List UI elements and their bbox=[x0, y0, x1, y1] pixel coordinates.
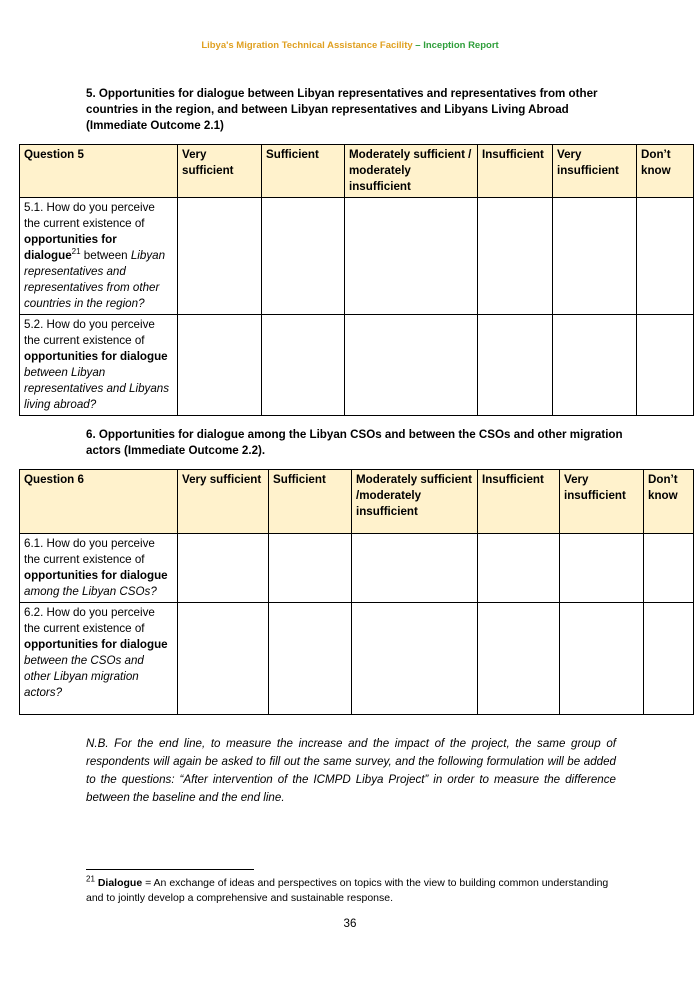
table-header-row bbox=[20, 470, 694, 534]
answer-cell[interactable] bbox=[553, 315, 637, 416]
section-6-heading: 6. Opportunities for dialogue among the Libyan CSOs and between the CSOs and other migration actors (Immediate Outcome 2.2). bbox=[86, 428, 623, 457]
question-5-2-cell: 5.2. How do you perceive the current existence of opportunities for dialogue between Libyan representatives and Libyans living abroad? bbox=[20, 315, 178, 416]
answer-cell[interactable] bbox=[178, 603, 269, 715]
question-5-table bbox=[19, 144, 694, 416]
table-row bbox=[20, 603, 694, 715]
answer-cell[interactable] bbox=[644, 534, 694, 603]
answer-cell[interactable] bbox=[352, 534, 478, 603]
page-header bbox=[0, 40, 700, 51]
column-header-dont-know: Don’t know bbox=[644, 470, 694, 534]
answer-cell[interactable] bbox=[560, 534, 644, 603]
column-header-very-insufficient: Very insufficient bbox=[560, 470, 644, 534]
column-header-moderately: Moderately sufficient / moderately insufficient bbox=[345, 145, 478, 198]
table-row bbox=[20, 534, 694, 603]
answer-cell[interactable] bbox=[478, 603, 560, 715]
answer-cell[interactable] bbox=[178, 198, 262, 315]
answer-cell[interactable] bbox=[637, 315, 694, 416]
footnote-term: Dialogue bbox=[97, 877, 143, 889]
answer-cell[interactable] bbox=[637, 198, 694, 315]
column-header-very-sufficient: Very sufficient bbox=[178, 145, 262, 198]
column-header-question: Question 6 bbox=[20, 470, 178, 534]
answer-cell[interactable] bbox=[478, 198, 553, 315]
table-row bbox=[20, 315, 694, 416]
header-title: Libya's Migration Technical Assistance Facility bbox=[201, 40, 413, 51]
answer-cell[interactable] bbox=[178, 315, 262, 416]
answer-cell[interactable] bbox=[478, 315, 553, 416]
footnote-separator bbox=[86, 869, 254, 870]
column-header-very-insufficient: Very insufficient bbox=[553, 145, 637, 198]
question-6-2-cell: 6.2. How do you perceive the current existence of opportunities for dialogue between the CSOs and other Libyan migration actors? bbox=[20, 603, 178, 715]
answer-cell[interactable] bbox=[644, 603, 694, 715]
answer-cell[interactable] bbox=[553, 198, 637, 315]
footnote-text: = An exchange of ideas and perspectives on topics with the view to building common understanding and to jointly develop a comprehensive and sustainable response. bbox=[86, 877, 609, 904]
answer-cell[interactable] bbox=[178, 534, 269, 603]
answer-cell[interactable] bbox=[262, 315, 345, 416]
header-subtitle: Inception Report bbox=[423, 40, 499, 51]
question-6-1-cell: 6.1. How do you perceive the current existence of opportunities for dialogue among the Libyan CSOs? bbox=[20, 534, 178, 603]
column-header-moderately: Moderately sufficient /moderately insufficient bbox=[352, 470, 478, 534]
answer-cell[interactable] bbox=[269, 603, 352, 715]
footnote bbox=[86, 876, 626, 906]
answer-cell[interactable] bbox=[478, 534, 560, 603]
column-header-sufficient: Sufficient bbox=[262, 145, 345, 198]
answer-cell[interactable] bbox=[345, 198, 478, 315]
column-header-very-sufficient: Very sufficient bbox=[178, 470, 269, 534]
header-separator: – bbox=[412, 40, 424, 51]
footnote-number: 21 bbox=[86, 874, 95, 884]
column-header-insufficient: Insufficient bbox=[478, 145, 553, 198]
answer-cell[interactable] bbox=[352, 603, 478, 715]
column-header-dont-know: Don’t know bbox=[637, 145, 694, 198]
column-header-question: Question 5 bbox=[20, 145, 178, 198]
section-5-heading: 5. Opportunities for dialogue between Libyan representatives and representatives from other countries in the region, and between Libyan representatives and Libyans Living Abroad (Immediate Outcome 2.1) bbox=[86, 87, 598, 132]
answer-cell[interactable] bbox=[269, 534, 352, 603]
table-row bbox=[20, 198, 694, 315]
answer-cell[interactable] bbox=[262, 198, 345, 315]
question-5-1-cell: 5.1. How do you perceive the current existence of opportunities for dialogue$^{21}$ between Libyan representatives and representatives from other countries in the region? bbox=[20, 198, 178, 315]
answer-cell[interactable] bbox=[560, 603, 644, 715]
column-header-sufficient: Sufficient bbox=[269, 470, 352, 534]
question-6-table bbox=[19, 469, 694, 715]
table-header-row bbox=[20, 145, 694, 198]
footnote-ref: 21 bbox=[71, 247, 81, 257]
column-header-insufficient: Insufficient bbox=[478, 470, 560, 534]
answer-cell[interactable] bbox=[345, 315, 478, 416]
end-line-note: N.B. For the end line, to measure the increase and the impact of the project, the same group of respondents will again be asked to fill out the same survey, and the following formulation will be added to the questions: “After intervention of the ICMPD Libya Project” in order to measure the difference between the baseline and the end line. bbox=[86, 737, 616, 804]
page-number: 36 bbox=[343, 917, 357, 930]
